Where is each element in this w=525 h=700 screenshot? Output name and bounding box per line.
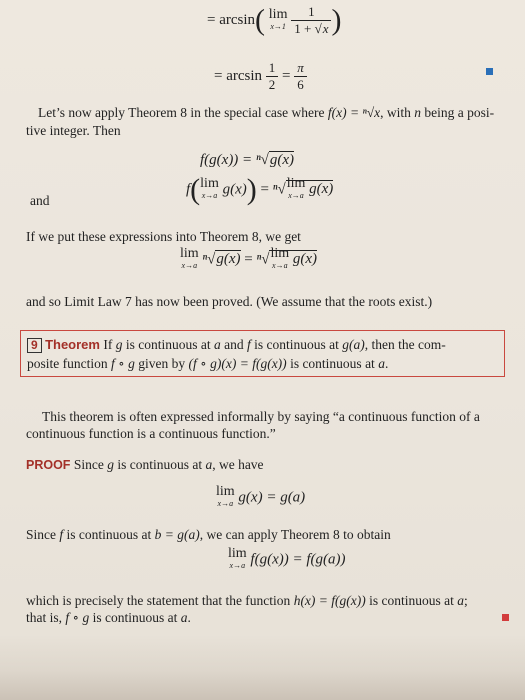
proof-paragraph: PROOF Since g is continuous at a, we have [26,457,264,472]
right-paren: ) [331,3,342,37]
equation-limit-g: lim x→a g(x) = g(a) [216,484,306,508]
proof-label: PROOF [26,458,71,472]
theorem-title: Theorem [45,337,100,352]
paragraph-limit-law-7: and so Limit Law 7 has now been proved. (We assume that the roots exist.) [26,294,433,309]
paragraph-put-expressions: If we put these expressions into Theorem 8, we get [26,229,301,244]
end-of-example-marker [486,68,493,75]
paragraph-conclusion: which is precisely the statement that the function h(x) = f(g(x)) is continuous at a; [26,593,468,608]
equation-arcsin-limit [207,4,341,37]
equals-sign-2: = [282,67,291,84]
equation-arcsin-value [214,60,307,93]
fraction-one-half: $\frac{1}{2}$ [266,60,279,93]
theorem-line-1: 9 Theorem If g is continuous at a and f is continuous at g(a), then the com- [27,336,502,353]
paragraph-conclusion-line2: that is, f ∘ g is continuous at a. [26,610,191,625]
paragraph-apply-theorem-line2: tive integer. Then [26,123,121,138]
paragraph-informal-statement-line2: continuous function is a continuous function.” [26,426,276,441]
paragraph-since-f-continuous: Since f is continuous at b = g(a), we can apply Theorem 8 to obtain [26,527,391,542]
fraction: $\frac{1}{1 + √x}$ [291,4,331,37]
limit-operator: lim x→1 [268,6,288,31]
arcsin-label: arcsin [226,67,263,84]
page-bottom-shadow [0,635,525,700]
arcsin-label: arcsin [219,11,256,28]
paragraph-informal-statement: This theorem is often expressed informally by saying “a continuous function of a [42,409,480,424]
theorem-line-2: posite function f ∘ g given by (f ∘ g)(x) = f(g(x)) is continuous at a. [27,356,389,371]
paragraph-apply-theorem: Let’s now apply Theorem 8 in the special case where f(x) = ⁿ√x, with n being a posi- [38,105,495,120]
left-paren: ( [255,3,266,37]
equation-limit-fg: lim x→a f(g(x)) = f(g(a)) [228,546,346,570]
theorem-number: 9 [27,338,42,353]
theorem-9-box [20,330,505,377]
end-of-proof-marker [502,614,509,621]
equation-f-of-limit: f( lim x→a g(x)) = ⁿ√ lim x→a g(x) [186,173,334,206]
equation-f-of-g: f(g(x)) = ⁿ√g(x) [200,152,295,168]
equals-sign: = [207,11,216,28]
equation-limit-root: lim x→a ⁿ√g(x) = ⁿ√ lim x→a g(x) [180,246,318,270]
equals-sign: = [214,67,223,84]
fraction-pi-six: $\frac{\pi}{6}$ [294,60,307,93]
and-label: and [30,193,50,208]
